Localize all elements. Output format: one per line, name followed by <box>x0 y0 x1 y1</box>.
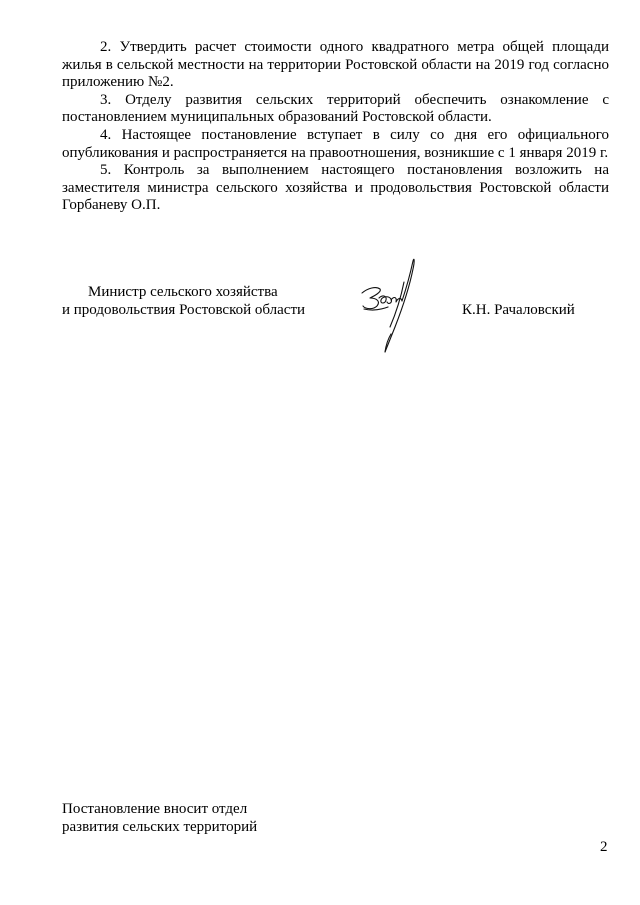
document-body <box>62 39 609 215</box>
footer-note-line1: Постановление вносит отдел <box>62 801 248 817</box>
footer-note <box>62 800 257 836</box>
signatory-title-line2: и продовольствия Ростовской области <box>62 302 306 318</box>
paragraph-entry-into-force: 4. Настоящее постановление вступает в силу со дня его официального опубликования и распространяется на правоотношения, возникшие с 1 января 2019 г. <box>62 126 609 161</box>
paragraph-control: 5. Контроль за выполнением настоящего постановления возложить на заместителя министра сельского хозяйства и продовольствия Ростовской области Горбаневу О.П. <box>62 162 609 214</box>
paragraph-approve-calculation: 2. Утвердить расчет стоимости одного квадратного метра общей площади жилья в сельской местности на территории Ростовской области на 2019 год согласно приложению №2. <box>62 39 609 91</box>
handwritten-signature <box>352 255 430 355</box>
signatory-name: К.Н. Рачаловский <box>462 302 575 318</box>
paragraph-department-notify: 3. Отделу развития сельских территорий обеспечить ознакомление с постановлением муниципальных образований Ростовской области. <box>62 91 609 126</box>
page-number: 2 <box>600 839 608 855</box>
signature-block <box>62 283 609 363</box>
signatory-title-line1: Министр сельского хозяйства <box>88 284 278 300</box>
footer-note-line2: развития сельских территорий <box>62 819 258 835</box>
